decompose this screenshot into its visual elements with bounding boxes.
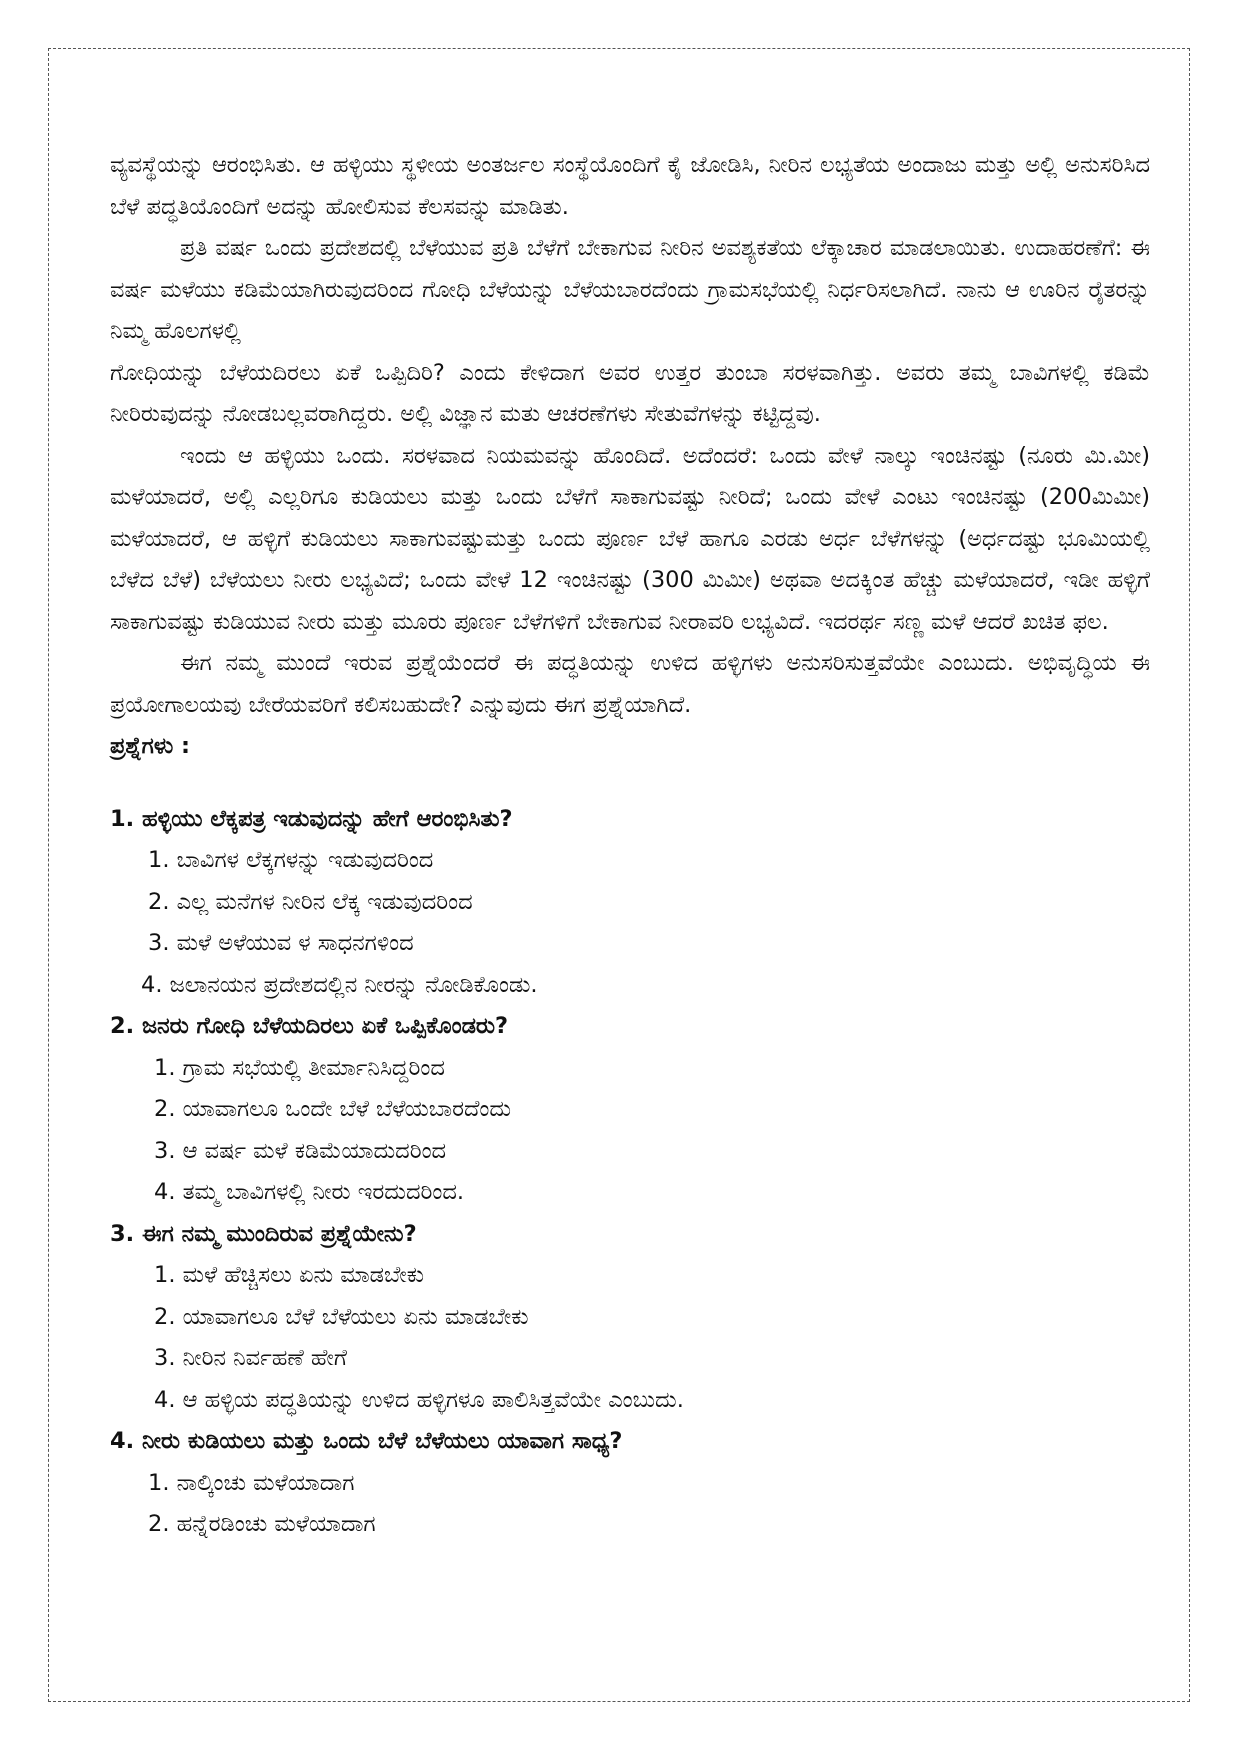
questions-heading: ಪ್ರಶ್ನೆಗಳು : [110,733,191,759]
option: 1. ಮಳೆ ಹೆಚ್ಚಿಸಲು ಏನು ಮಾಡಬೇಕು [154,1262,424,1288]
option: 4. ಜಲಾನಯನ ಪ್ರದೇಶದಲ್ಲಿನ ನೀರನ್ನು ನೋಡಿಕೊಂಡು. [141,971,538,998]
question-block-4 [110,1421,1150,1546]
option: 3. ನೀರಿನ ನಿರ್ವಹಣೆ ಹೇಗೆ [154,1345,347,1371]
document-body [110,145,1150,1546]
option: 1. ನಾಲ್ಕಿಂಚು ಮಳೆಯಾದಾಗ [148,1469,355,1496]
question-4: 4. ನೀರು ಕುಡಿಯಲು ಮತ್ತು ಒಂದು ಬೆಳೆ ಬೆಳೆಯಲು ಯಾವಾಗ ಸಾಧ್ಯ? [110,1428,623,1454]
option: 1. ಬಾವಿಗಳ ಲೆಕ್ಕಗಳನ್ನು ಇಡುವುದರಿಂದ [148,847,434,873]
option: 3. ಮಳೆ ಅಳೆಯುವ ಳ ಸಾಧನಗಳಿಂದ [148,930,414,956]
question-block-3 [110,1214,1150,1422]
passage-paragraph-3: ಇಂದು ಆ ಹಳ್ಳಿಯು ಒಂದು. ಸರಳವಾದ ನಿಯಮವನ್ನು ಹೊಂದಿದೆ. ಅದೆಂದರೆ: ಒಂದು ವೇಳೆ ನಾಲ್ಕು ಇಂಚಿನಷ್ಟು (ನೂರು ಮಿ.ಮೀ) ಮಳೆಯಾದರೆ, ಅಲ್ಲಿ ಎಲ್ಲರಿಗೂ ಕುಡಿಯಲು ಮತ್ತು ಒಂದು ಬೆಳೆಗೆ ಸಾಕಾಗುವಷ್ಟು ನೀರಿದೆ; ಒಂದು ವೇಳೆ ಎಂಟು ಇಂಚಿನಷ್ಟು (200ಮಿಮೀ) ಮಳೆಯಾದರೆ, ಆ ಹಳ್ಳಿಗೆ ಕುಡಿಯಲು ಸಾಕಾಗುವಷ್ಟುಮತ್ತು ಒಂದು ಪೂರ್ಣ ಬೆಳೆ ಹಾಗೂ ಎರಡು ಅರ್ಧ ಬೆಳೆಗಳನ್ನು (ಅರ್ಧದಷ್ಟು ಭೂಮಿಯಲ್ಲಿ ಬೆಳೆದ ಬೆಳೆ) ಬೆಳೆಯಲು ನೀರು ಲಭ್ಯವಿದೆ; ಒಂದು ವೇಳೆ 12 ಇಂಚಿನಷ್ಟು (300 ಮಿಮೀ) ಅಥವಾ ಅದಕ್ಕಿಂತ ಹೆಚ್ಚು ಮಳೆಯಾದರೆ, ಇಡೀ ಹಳ್ಳಿಗೆ ಸಾಕಾಗುವಷ್ಟು ಕುಡಿಯುವ ನೀರು ಮತ್ತು ಮೂರು ಪೂರ್ಣ ಬೆಳೆಗಳಿಗೆ ಬೇಕಾಗುವ ನೀರಾವರಿ ಲಭ್ಯವಿದೆ. ಇದರರ್ಥ ಸಣ್ಣ ಮಳೆ ಆದರೆ ಖಚಿತ ಫಲ. [110,442,1150,635]
option: 2. ಯಾವಾಗಲೂ ಬೆಳೆ ಬೆಳೆಯಲು ಏನು ಮಾಡಬೇಕು [154,1303,529,1330]
option: 1. ಗ್ರಾಮ ಸಭೆಯಲ್ಲಿ ತೀರ್ಮಾನಿಸಿದ್ದರಿಂದ [154,1054,445,1081]
option: 4. ಆ ಹಳ್ಳಿಯ ಪದ್ಧತಿಯನ್ನು ಉಳಿದ ಹಳ್ಳಿಗಳೂ ಪಾಲಿಸಿತ್ತವೆಯೇ ಎಂಬುದು. [154,1386,684,1413]
question-2-options [110,1048,1150,1214]
question-3: 3. ಈಗ ನಮ್ಮ ಮುಂದಿರುವ ಪ್ರಶ್ನೆಯೇನು? [110,1220,417,1247]
option: 4. ತಮ್ಮ ಬಾವಿಗಳಲ್ಲಿ ನೀರು ಇರದುದರಿಂದ. [154,1179,465,1205]
question-block-2 [110,1006,1150,1214]
question-1: 1. ಹಳ್ಳಿಯು ಲೆಕ್ಕಪತ್ರ ಇಡುವುದನ್ನು ಹೇಗೆ ಆರಂಭಿಸಿತು? [110,805,513,832]
passage-paragraph-4: ಈಗ ನಮ್ಮ ಮುಂದೆ ಇರುವ ಪ್ರಶ್ನೆಯೆಂದರೆ ಈ ಪದ್ಧತಿಯನ್ನು ಉಳಿದ ಹಳ್ಳಿಗಳು ಅನುಸರಿಸುತ್ತವೆಯೇ ಎಂಬುದು. ಅಭಿವೃದ್ಧಿಯ ಈ ಪ್ರಯೋಗಾಲಯವು ಬೇರೆಯವರಿಗೆ ಕಲಿಸಬಹುದೇ? ಎನ್ನುವುದು ಈಗ ಪ್ರಶ್ನೆಯಾಗಿದೆ. [110,650,1150,718]
spacer [110,768,1150,799]
option: 2. ಎಲ್ಲ ಮನೆಗಳ ನೀರಿನ ಲೆಕ್ಕ ಇಡುವುದರಿಂದ [148,888,473,915]
question-block-1 [110,799,1150,1007]
passage-paragraph-1: ವ್ಯವಸ್ಥೆಯನ್ನು ಆರಂಭಿಸಿತು. ಆ ಹಳ್ಳಿಯು ಸ್ಥಳೀಯ ಅಂತರ್ಜಲ ಸಂಸ್ಥೆಯೊಂದಿಗೆ ಕೈ ಜೋಡಿಸಿ, ನೀರಿನ ಲಭ್ಯತೆಯ ಅಂದಾಜು ಮತ್ತು ಅಲ್ಲಿ ಅನುಸರಿಸಿದ ಬೆಳೆ ಪದ್ಧತಿಯೊಂದಿಗೆ ಅದನ್ನು ಹೋಲಿಸುವ ಕೆಲಸವನ್ನು ಮಾಡಿತು. [110,152,1150,220]
passage-paragraph-2-continued: ಗೋಧಿಯನ್ನು ಬೆಳೆಯದಿರಲು ಏಕೆ ಒಪ್ಪಿದಿರಿ? ಎಂದು ಕೇಳಿದಾಗ ಅವರ ಉತ್ತರ ತುಂಬಾ ಸರಳವಾಗಿತ್ತು. ಅವರು ತಮ್ಮ ಬಾವಿಗಳಲ್ಲಿ ಕಡಿಮೆ ನೀರಿರುವುದನ್ನು ನೋಡಬಲ್ಲವರಾಗಿದ್ದರು. ಅಲ್ಲಿ ವಿಜ್ಞಾನ ಮತು ಆಚರಣೆಗಳು ಸೇತುವೆಗಳನ್ನು ಕಟ್ಟಿದ್ದವು. [110,359,1150,427]
option: 3. ಆ ವರ್ಷ ಮಳೆ ಕಡಿಮೆಯಾದುದರಿಂದ [154,1137,447,1164]
option: 2. ಯಾವಾಗಲೂ ಒಂದೇ ಬೆಳೆ ಬೆಳೆಯಬಾರದೆಂದು [154,1096,512,1122]
option: 2. ಹನ್ನೆರಡಿಂಚು ಮಳೆಯಾದಾಗ [148,1511,376,1537]
question-3-options [110,1255,1150,1421]
question-4-options [110,1463,1150,1546]
question-2: 2. ಜನರು ಗೋಧಿ ಬೆಳೆಯದಿರಲು ಏಕೆ ಒಪ್ಪಿಕೊಂಡರು? [110,1013,509,1039]
passage-paragraph-2: ಪ್ರತಿ ವರ್ಷ ಒಂದು ಪ್ರದೇಶದಲ್ಲಿ ಬೆಳೆಯುವ ಪ್ರತಿ ಬೆಳೆಗೆ ಬೇಕಾಗುವ ನೀರಿನ ಅವಶ್ಯಕತೆಯ ಲೆಕ್ಕಾಚಾರ ಮಾಡಲಾಯಿತು. ಉದಾಹರಣೆಗೆ: ಈ ವರ್ಷ ಮಳೆಯು ಕಡಿಮೆಯಾಗಿರುವುದರಿಂದ ಗೋಧಿ ಬೆಳೆಯನ್ನು ಬೆಳೆಯಬಾರದೆಂದು ಗ್ರಾಮಸಭೆಯಲ್ಲಿ ನಿರ್ಧರಿಸಲಾಗಿದೆ. ನಾನು ಆ ಊರಿನ ರೈತರನ್ನು ನಿಮ್ಮ ಹೊಲಗಳಲ್ಲಿ [110,235,1150,344]
question-1-options [110,840,1150,1006]
